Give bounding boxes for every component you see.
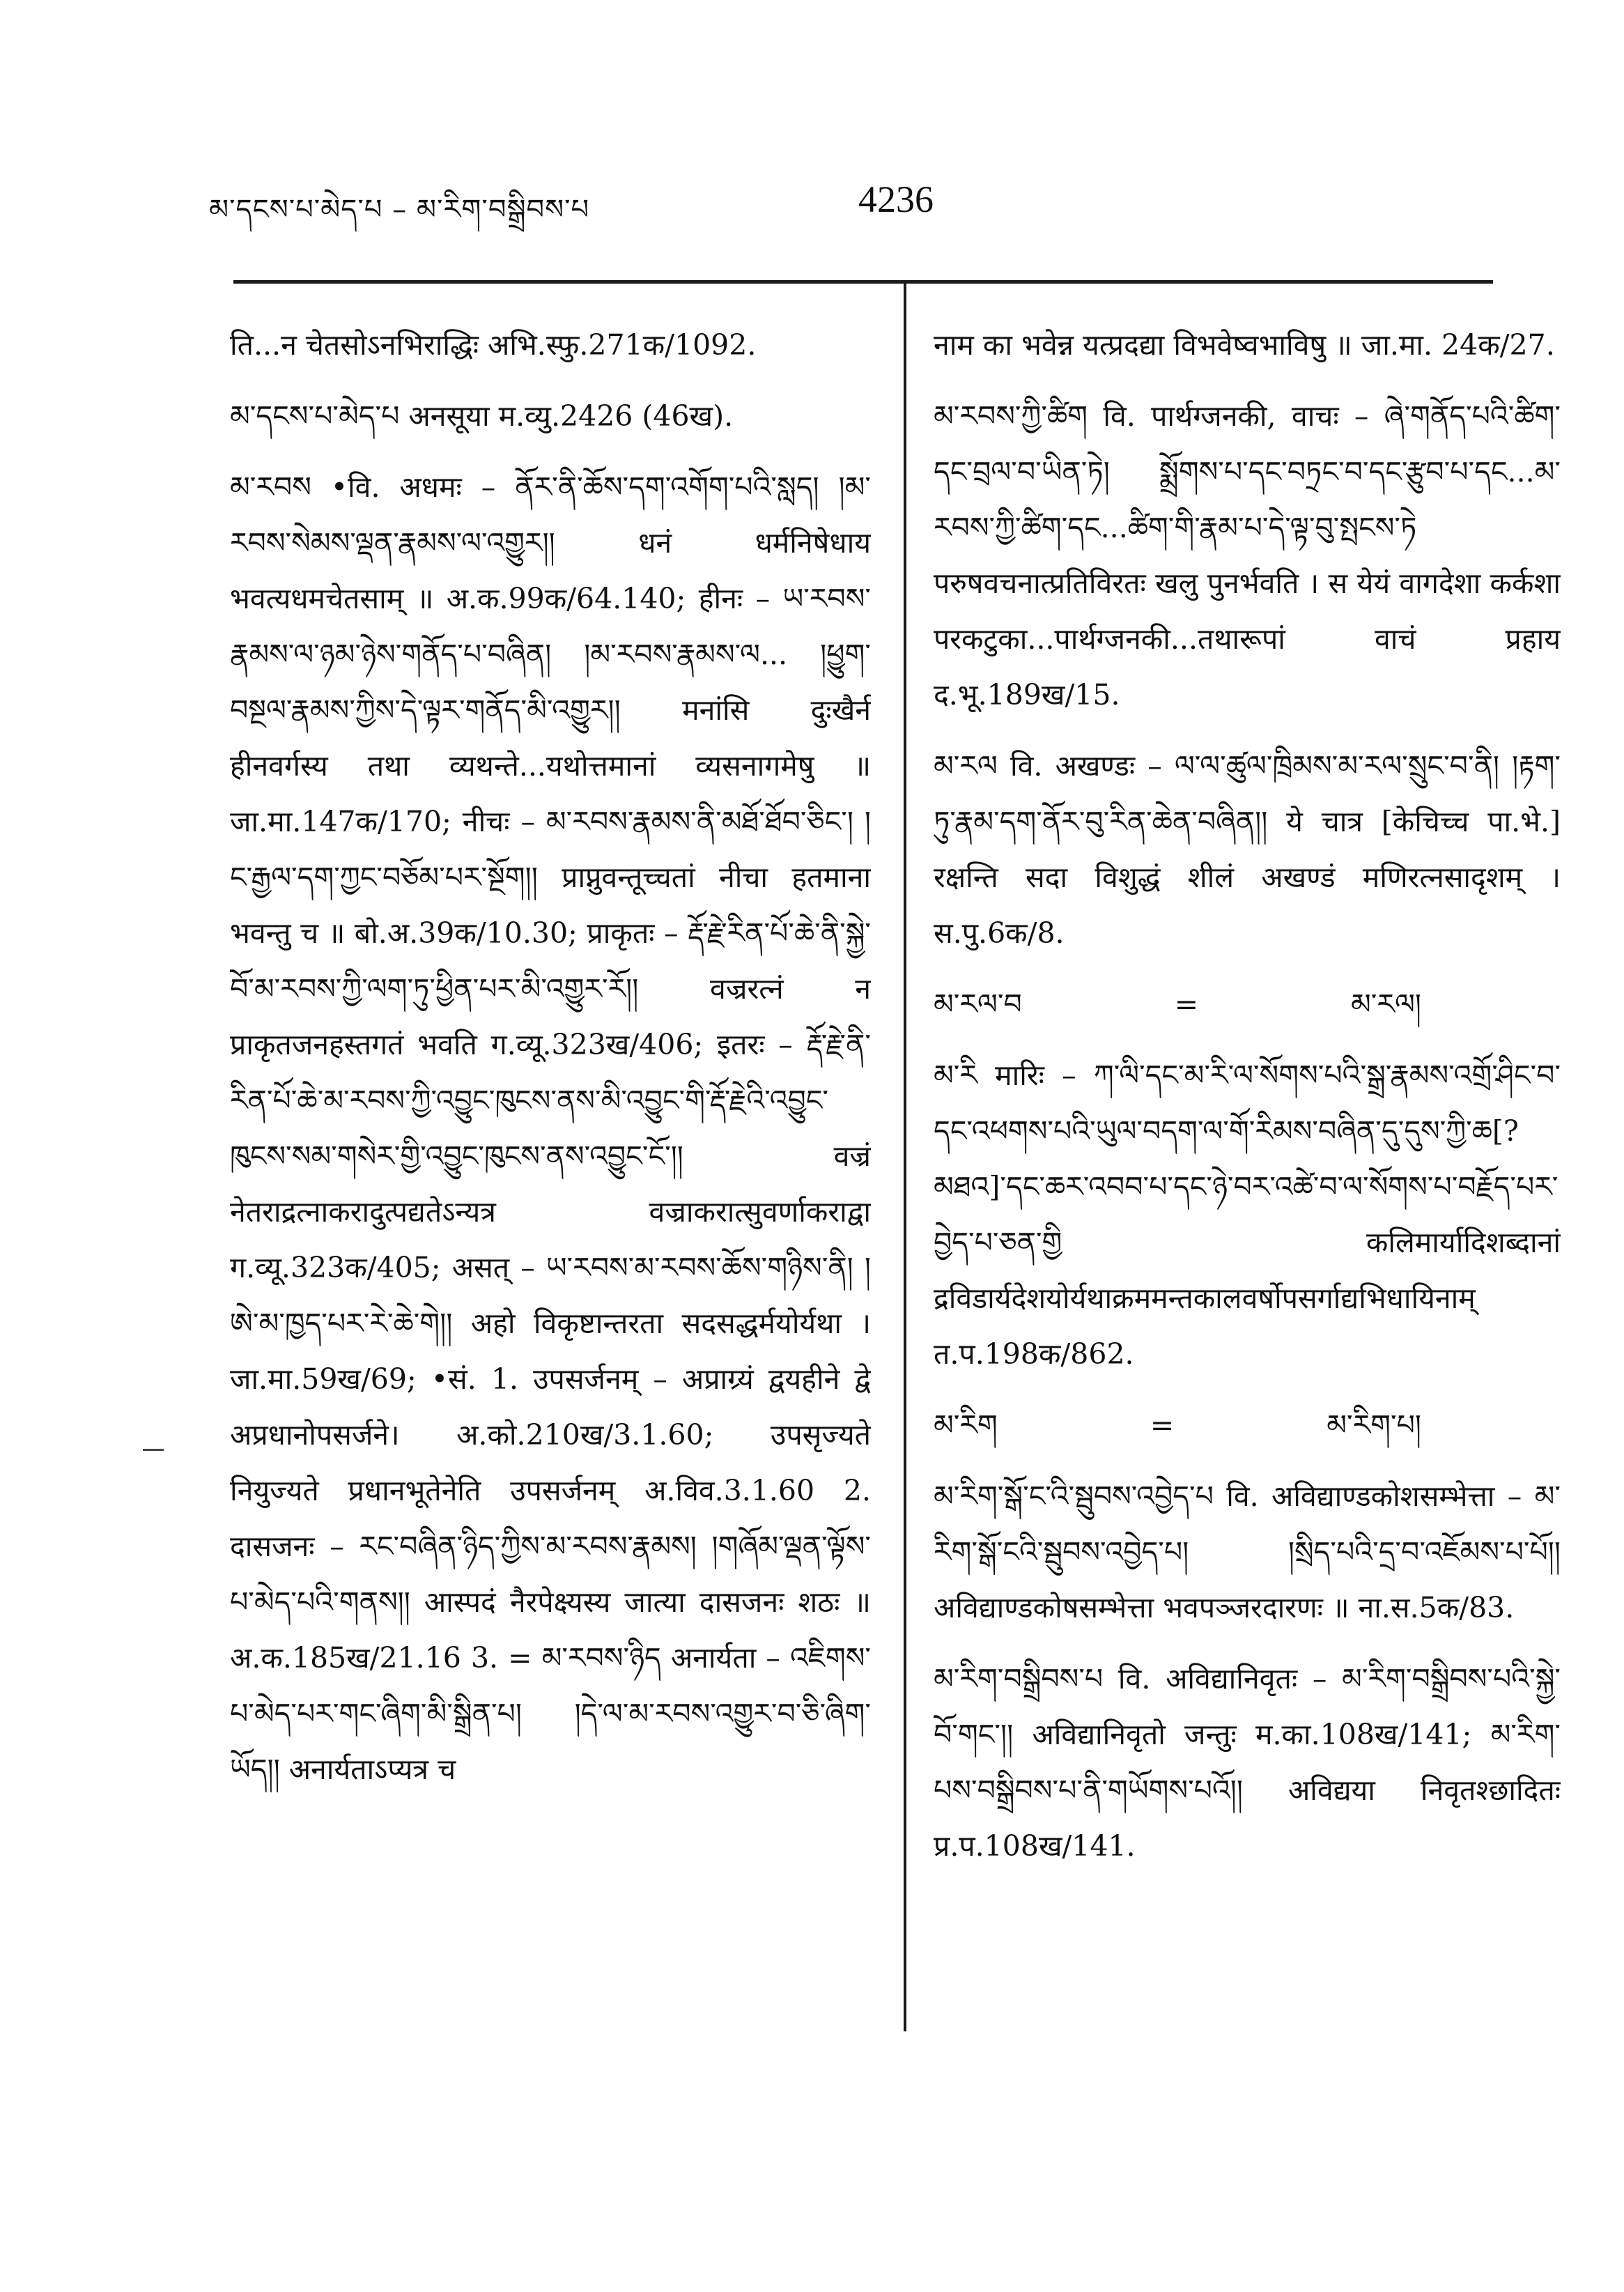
right-column [934,317,1561,1976]
cross-reference-ma-ral-ba [934,976,1561,1032]
cross-ref-target: མ་རལ། [1351,987,1421,1021]
cross-reference-ma-rig [934,1397,1561,1453]
entry-ma-rig-sgo-nga: མ་རིག་སྒོ་ང་འི་སྦུབས་འབྱེད་པ वि. अविद्याण्डकोशसम्भेत्ता – མ་རིག་སྒོ་ངའི་སྦུབས་འབྱེད་པ། །སྲིད་པའི་དྲ་བ་འཇོམས་པ་པོ།། अविद्याण्डकोषसम्भेत्ता भवपञ्जरदारणः ॥ ना.स.5क/83. [934,1479,1561,1624]
continuation-text: ति...न चेतसोऽनभिराद्धिः अभि.स्फु.271क/1092. [230,328,757,362]
entry-ma-dangs-pa-med-pa: མ་དངས་པ་མེད་པ अनसूया म.व्यु.2426 (46ख). [230,399,734,433]
margin-mark [143,1449,164,1451]
entry-ma-ral: མ་རལ वि. अखण्डः – ལ་ལ་ཚུལ་ཁྲིམས་མ་རལ་སྲུང་བ་ནི། །རྟག་ཏུ་རྣམ་དག་ནོར་བུ་རིན་ཆེན་བཞིན།། ये चात्र [केचिच्च पा.भे.] रक्षन्ति सदा विशुद्धं शीलं अखण्डं मणिरत्नसादृशम् । स.पु.6क/8. [934,749,1561,950]
header-rule [233,280,1493,284]
cross-ref-term: མ་རལ་བ [934,987,1022,1021]
running-head: མ་དངས་པ་མེད་པ – མ་རིག་བསྒྲིབས་པ [209,194,590,226]
equals-sign: = [1174,987,1199,1021]
entry-ma-rabs: མ་རབས •वि. अधमः – ནོར་ནི་ཆོས་དག་འགོག་པའི་སླད། །མ་རབས་སེམས་ལྡན་རྣམས་ལ་འགྱུར།། धनं धर्मनिषेधाय भवत्यधमचेतसाम् ॥ अ.क.99क/64.140; हीनः – ཡ་རབས་རྣམས་ལ་ཉམ་ཉེས་གནོད་པ་བཞིན། །མ་རབས་རྣམས་ལ... །ཕྱུག་བསྔལ་རྣམས་ཀྱིས་དེ་ལྟར་གནོད་མི་འགྱུར།། मनांसि दुःखैर्न हीनवर्गस्य तथा व्यथन्ते...यथोत्तमानां व्यसनागमेषु ॥ जा.मा.147क/170; नीचः – མ་རབས་རྣམས་ནི་མཐོ་ཐོབ་ཅིང་། །ང་རྒྱལ་དག་ཀྱང་བཅོམ་པར་སྔོག།། प्राप्नुवन्तूच्चतां नीचा हतमाना भवन्तु च ॥ बो.अ.39क/10.30; प्राकृतः – རྡོ་རྗེ་རིན་པོ་ཆེ་ནི་སྐྱེ་བོ་མ་རབས་ཀྱི་ལག་ཏུ་ཕྱིན་པར་མི་འགྱུར་རོ།། वज्ररत्नं न प्राकृतजनहस्तगतं भवति ग.व्यू.323ख/406; इतरः – རྡོ་རྗེ་ནི་རིན་པོ་ཆེ་མ་རབས་ཀྱི་འབྱུང་ཁུངས་ནས་མི་འབྱུང་གི་རྡོ་རྗེའི་འབྱུང་ཁུངས་སམ་གསེར་གྱི་འབྱུང་ཁུངས་ནས་འབྱུང་ངོ་།། वज्रं नेतराद्रत्नाकरादुत्पद्यतेऽन्यत्र वज्राकरात्सुवर्णाकराद्वा ग.व्यू.323क/405; असत् – ཡ་རབས་མ་རབས་ཆོས་གཉིས་ནི། །ཨེ་མ་ཁྱད་པར་རེ་ཆེ་གེ།། अहो विकृष्टान्तरता सदसद्धर्मयोर्यथा । जा.मा.59ख/69; •सं. 1. उपसर्जनम् – अप्राग्र्यं द्वयहीने द्वे अप्रधानोपसर्जने। अ.को.210ख/3.1.60; उपसृज्यते नियुज्यते प्रधानभूतेनेति उपसर्जनम् अ.विव.3.1.60 2. दासजनः – རང་བཞིན་ཉིད་ཀྱིས་མ་རབས་རྣམས། །གཞོམ་ལྡན་ལྟོས་པ་མེད་པའི་གནས།། आस्पदं नैरपेक्ष्यस्य जात्या दासजनः शठः ॥ अ.क.185ख/21.16 3. = མ་རབས་ཉིད अनार्यता – འཇིགས་པ་མེད་པར་གང་ཞིག་མི་སྒྲིན་པ། །དེ་ལ་མ་རབས་འགྱུར་བ་ཅི་ཞིག་ཡོད།། अनार्यताऽप्यत्र च [230,470,871,1786]
cross-ref-target: མ་རིག་པ། [1327,1408,1421,1442]
cross-ref-term: མ་རིག [934,1408,998,1442]
continuation-text: नाम का भवेन्न यत्प्रदद्या विभवेष्वभाविषु ॥ जा.मा. 24क/27. [934,328,1555,362]
entry-ma-ri: མ་རི मारिः – ཀ་ལི་དང་མ་རི་ལ་སོགས་པའི་སྒྲ་རྣམས་འགྲོ་ཤིང་བ་དང་འཕགས་པའི་ཡུལ་བདག་ལ་གོ་རིམས་བཞིན་དུ་དུས་ཀྱི་ཆ[?མཐའ]་དང་ཆར་འབབ་པ་དང་ཉེ་བར་འཚེ་བ་ལ་སོགས་པ་བརྗོད་པར་བྱེད་པ་ཅན་གྱི कलिमार्यादिशब्दानां द्रविडार्यदेशयोर्यथाक्रममन्तकालवर्षोपसर्गाद्यभिधायिनाम् त.प.198क/862. [934,1059,1561,1371]
entry-ma-rabs-kyi-tshig: མ་རབས་ཀྱི་ཚིག वि. पार्थग्जनकी, वाचः – ཞེ་གནོད་པའི་ཚིག་དང་བྲལ་བ་ཡིན་ཏེ། སྨྲོགས་པ་དང་བཏྲང་བ་དང་རྩུབ་པ་དང...མ་རབས་ཀྱི་ཚིག་དང...ཚིག་གི་རྣམ་པ་དེ་ལྟ་བུ་སྤངས་ཏེ परुषवचनात्प्रतिविरतः खलु पुनर्भवति । स येयं वागदेशा कर्कशा परकटुका...पार्थग्जनकी...तथारूपां वाचं प्रहाय द.भू.189ख/15. [934,399,1561,712]
column-divider [904,282,906,2031]
equals-sign: = [1150,1408,1175,1442]
entry-ma-rig-bsgribs-pa: མ་རིག་བསྒྲིབས་པ वि. अविद्यानिवृतः – མ་རིག་བསྒྲིབས་པའི་སྐྱེ་བོ་གང་།། अविद्यानिवृतो जन्तुः म.का.108ख/141; མ་རིག་པས་བསྒྲིབས་པ་ནི་གཡོགས་པའོ།། अविद्यया निवृतश्छादितः प्र.प.108ख/141. [934,1662,1561,1863]
left-column [230,317,871,2045]
page-number: 4236 [858,178,934,220]
